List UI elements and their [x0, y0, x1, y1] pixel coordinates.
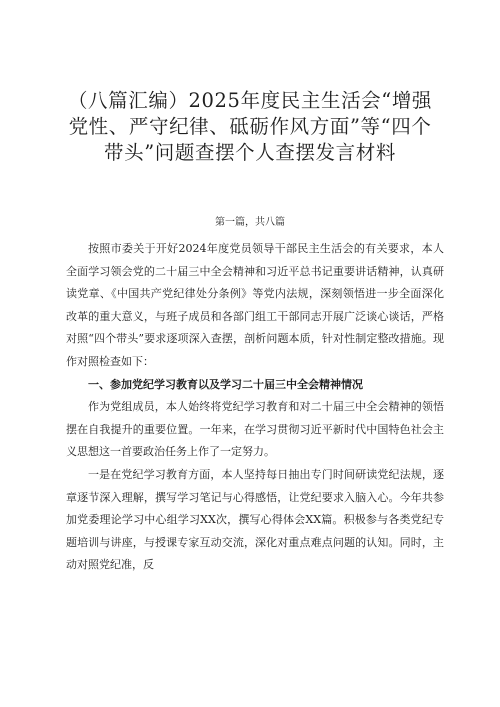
section-paragraph: 一是在党纪学习教育方面，本人坚持每日抽出专门时间研读党纪法规，逐章逐节深入理解，撰写学习笔记与心得感悟，让党纪要求入脑入心。今年共参加党委理论学习中心组学习XX次，撰写心得体会XX篇。积极参与各类党纪专题培训与讲座，与授课专家互动交流，深化对重点难点问题的认知。同时，主动对照党纪准，反	[66, 467, 444, 572]
document-title: （八篇汇编）2025年度民主生活会“增强党性、严守纪律、砥砺作风方面”等“四个带头”问题查摆个人查摆发言材料	[67, 89, 433, 164]
section-heading: 一、参加党纪学习教育以及学习二十届三中全会精神情况	[88, 377, 363, 391]
intro-paragraph: 按照市委关于开好2024年度党员领导干部民主生活会的有关要求，本人全面学习领会党的二十届三中全会精神和习近平总书记重要讲话精神，认真研读党章、《中国共产党纪律处分条例》等党内法规，深刻领悟进一步全面深化改革的重大意义，与班子成员和各部门组工干部同志开展广泛谈心谈话，严格对照“四个带头”要求逐项深入查摆，剖析问题本质，针对性制定整改措施。现作对照检查如下：	[66, 242, 444, 368]
document-body	[66, 238, 444, 577]
part-indicator: 第一篇，共八篇	[215, 217, 285, 228]
section-paragraph: 作为党组成员，本人始终将党纪学习教育和对二十届三中全会精神的领悟摆在自我提升的重要位置。一年来，在学习贯彻习近平新时代中国特色社会主义思想这一首要政治任务上作了一定努力。	[66, 400, 444, 459]
